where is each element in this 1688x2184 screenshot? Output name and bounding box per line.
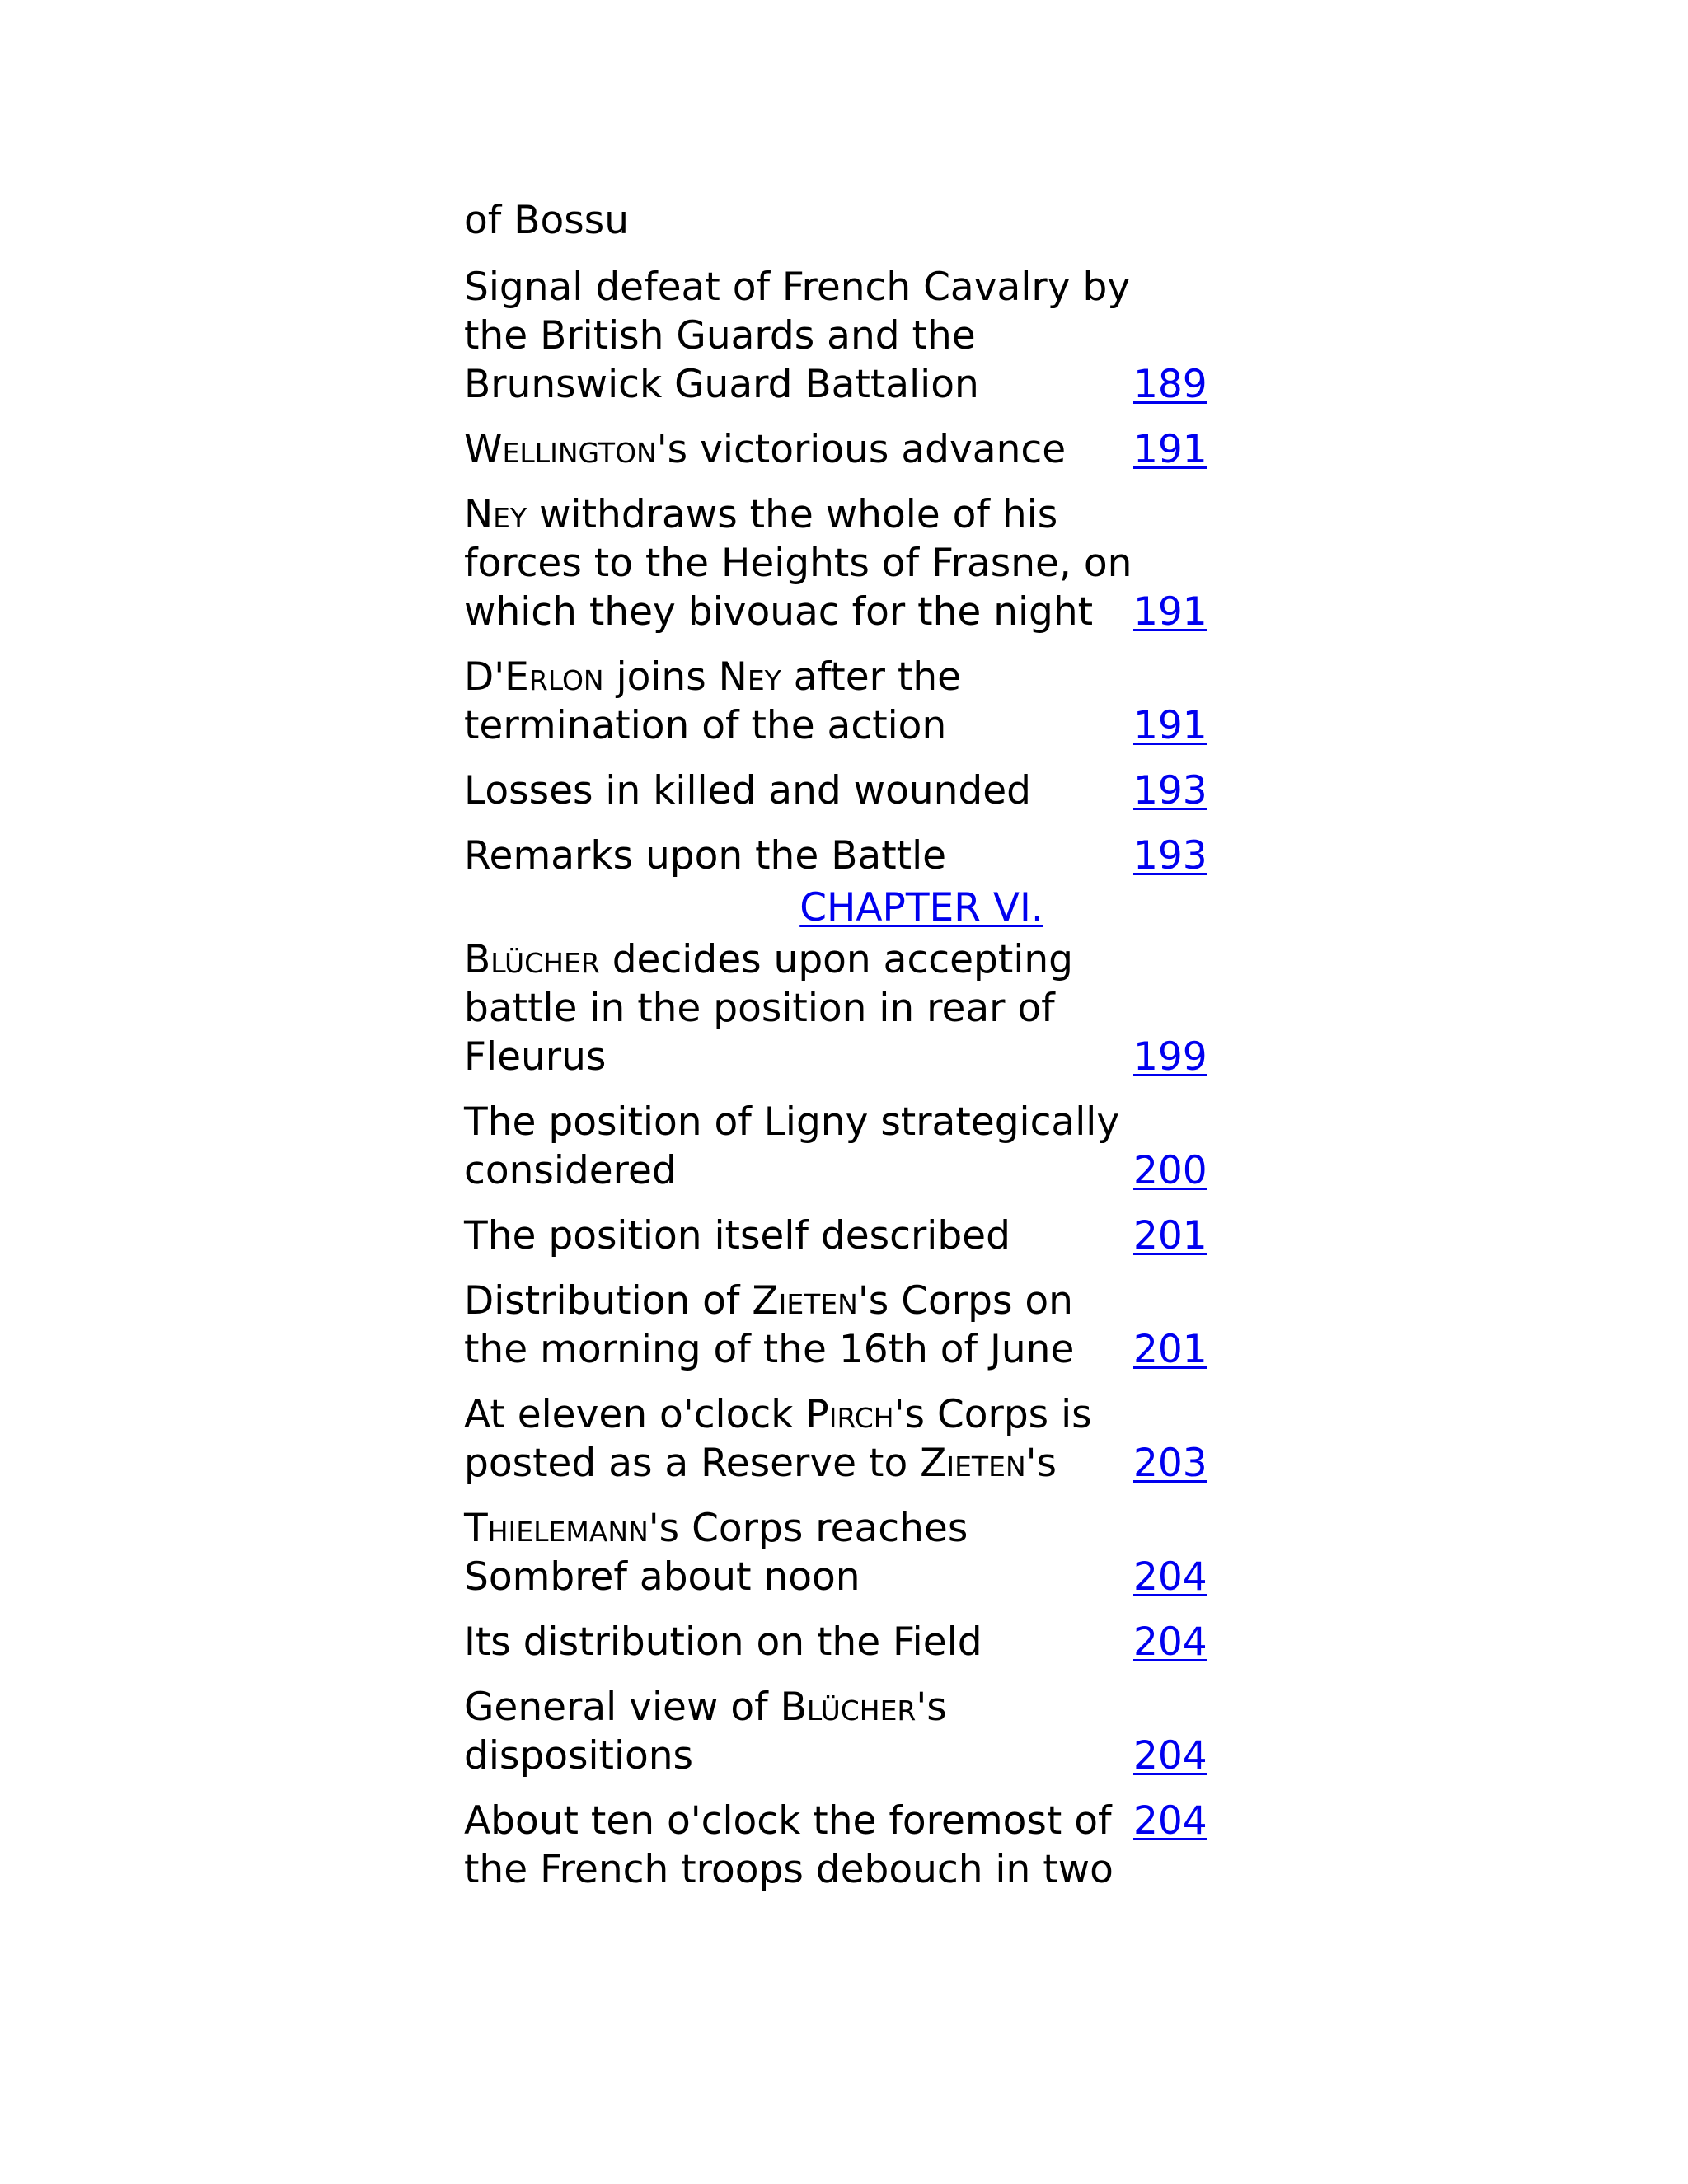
entry-text: Remarks upon the Battle <box>464 833 947 879</box>
entry-text: General view of <box>464 1685 781 1730</box>
toc-entry <box>464 1797 1206 1894</box>
entry-text: decides upon accepting battle in the position in rear of Fleurus <box>464 937 1073 1080</box>
page-number-cell <box>1133 1212 1206 1260</box>
page-number-cell <box>1133 832 1206 880</box>
entry-text: Distribution of <box>464 1278 753 1324</box>
entry-text: of Bossu <box>464 198 630 243</box>
toc-entry-title <box>464 653 1133 750</box>
page-link[interactable]: 191 <box>1133 427 1207 472</box>
toc-entry <box>464 196 1206 245</box>
page-link[interactable]: 201 <box>1133 1213 1207 1258</box>
entry-text: joins <box>603 654 719 700</box>
toc-entry-title <box>464 1212 1133 1260</box>
toc-entry <box>464 832 1206 880</box>
name-smallcaps: Blücher <box>780 1685 917 1730</box>
page-number-cell <box>1133 588 1206 636</box>
name-smallcaps: Pirch <box>805 1392 894 1437</box>
toc-entry-title <box>464 1098 1133 1195</box>
page-number-cell <box>1133 766 1206 815</box>
toc-entry-title <box>464 490 1133 636</box>
entry-text: 's Corps on the morning of the 16th of June <box>464 1278 1075 1372</box>
entry-text: Its distribution on the Field <box>464 1619 982 1665</box>
toc-entry <box>464 766 1206 815</box>
entry-text: 's dispositions <box>464 1685 947 1779</box>
page-link[interactable]: 191 <box>1133 703 1207 748</box>
entry-text: At eleven o'clock <box>464 1392 806 1437</box>
toc-entries-before-chapter <box>464 196 1206 880</box>
name-smallcaps: Blücher <box>464 937 600 982</box>
entry-text: Losses in killed and wounded <box>464 768 1032 813</box>
toc-entry <box>464 653 1206 750</box>
toc-entry-title <box>464 766 1133 815</box>
page-number-cell <box>1133 1618 1206 1666</box>
entry-text: The position itself described <box>464 1213 1010 1258</box>
entry-text: 's victorious advance <box>656 427 1067 472</box>
entry-text: Signal defeat of French Cavalry by the British Guards and the Brunswick Guard Battalion <box>464 265 1131 407</box>
page-number-cell <box>1133 1553 1206 1601</box>
name-smallcaps: Zieten <box>920 1441 1026 1486</box>
toc-entry <box>464 1098 1206 1195</box>
page-link[interactable]: 204 <box>1133 1733 1207 1779</box>
name-smallcaps: Ney <box>718 654 781 700</box>
page-number-cell <box>1133 1146 1206 1195</box>
toc-entry <box>464 1212 1206 1260</box>
page-link[interactable]: 189 <box>1133 362 1207 407</box>
page-number-cell <box>1133 701 1206 750</box>
toc-entries-chapter-vi <box>464 935 1206 1894</box>
toc-entry-title <box>464 1504 1133 1601</box>
entry-text: withdraws the whole of his forces to the Heights of Frasne, on which they bivouac for the night <box>464 492 1132 635</box>
toc-entry-title <box>464 196 1133 245</box>
page-link[interactable]: 199 <box>1133 1034 1207 1080</box>
entry-text: after the termination of the action <box>464 654 962 748</box>
page-link[interactable]: 193 <box>1133 768 1207 813</box>
page-link[interactable]: 201 <box>1133 1327 1207 1372</box>
page-number-cell <box>1133 425 1206 474</box>
toc-entry <box>464 935 1206 1081</box>
toc-entry <box>464 1618 1206 1666</box>
entry-text: The position of Ligny strategically considered <box>464 1099 1120 1193</box>
toc-entry-title <box>464 425 1133 474</box>
toc-entry-title <box>464 1618 1133 1666</box>
page-link[interactable]: 204 <box>1133 1798 1207 1844</box>
page-link[interactable]: 203 <box>1133 1441 1207 1486</box>
page-link[interactable]: 204 <box>1133 1554 1207 1600</box>
table-of-contents <box>464 196 1206 1910</box>
name-smallcaps: Zieten <box>752 1278 858 1324</box>
chapter-heading <box>551 883 1292 932</box>
toc-entry-title <box>464 1683 1133 1780</box>
name-smallcaps: Erlon <box>504 654 604 700</box>
toc-entry-title <box>464 1277 1133 1374</box>
entry-text: 's Corps is posted as a Reserve to <box>464 1392 1092 1486</box>
chapter-link[interactable]: CHAPTER VI. <box>799 885 1043 930</box>
name-smallcaps: Thielemann <box>464 1506 649 1551</box>
page-number-cell <box>1133 360 1206 409</box>
entry-text: D' <box>464 654 505 700</box>
entry-text: 's Corps reaches Sombref about noon <box>464 1506 968 1600</box>
page-number-cell <box>1133 1732 1206 1780</box>
page-link[interactable]: 204 <box>1133 1619 1207 1665</box>
page-number-cell <box>1133 1439 1206 1488</box>
toc-entry-title <box>464 832 1133 880</box>
entry-text: About ten o'clock the foremost of the French troops debouch in two <box>464 1798 1114 1892</box>
toc-entry <box>464 1277 1206 1374</box>
page-number-cell <box>1133 1797 1206 1845</box>
toc-entry-title <box>464 1390 1133 1488</box>
page-number-cell <box>1133 1033 1206 1081</box>
toc-entry-title <box>464 935 1133 1081</box>
page-number-cell <box>1133 1325 1206 1374</box>
entry-text: 's <box>1025 1441 1057 1486</box>
toc-entry <box>464 1504 1206 1601</box>
toc-entry <box>464 1683 1206 1780</box>
name-smallcaps: Ney <box>464 492 528 537</box>
toc-entry <box>464 1390 1206 1488</box>
toc-entry <box>464 490 1206 636</box>
name-smallcaps: Wellington <box>464 427 657 472</box>
page-link[interactable]: 200 <box>1133 1148 1207 1193</box>
toc-entry-title <box>464 1797 1133 1894</box>
page-link[interactable]: 193 <box>1133 833 1207 879</box>
toc-entry-title <box>464 263 1133 409</box>
toc-entry <box>464 263 1206 409</box>
toc-entry <box>464 425 1206 474</box>
page-link[interactable]: 191 <box>1133 589 1207 635</box>
